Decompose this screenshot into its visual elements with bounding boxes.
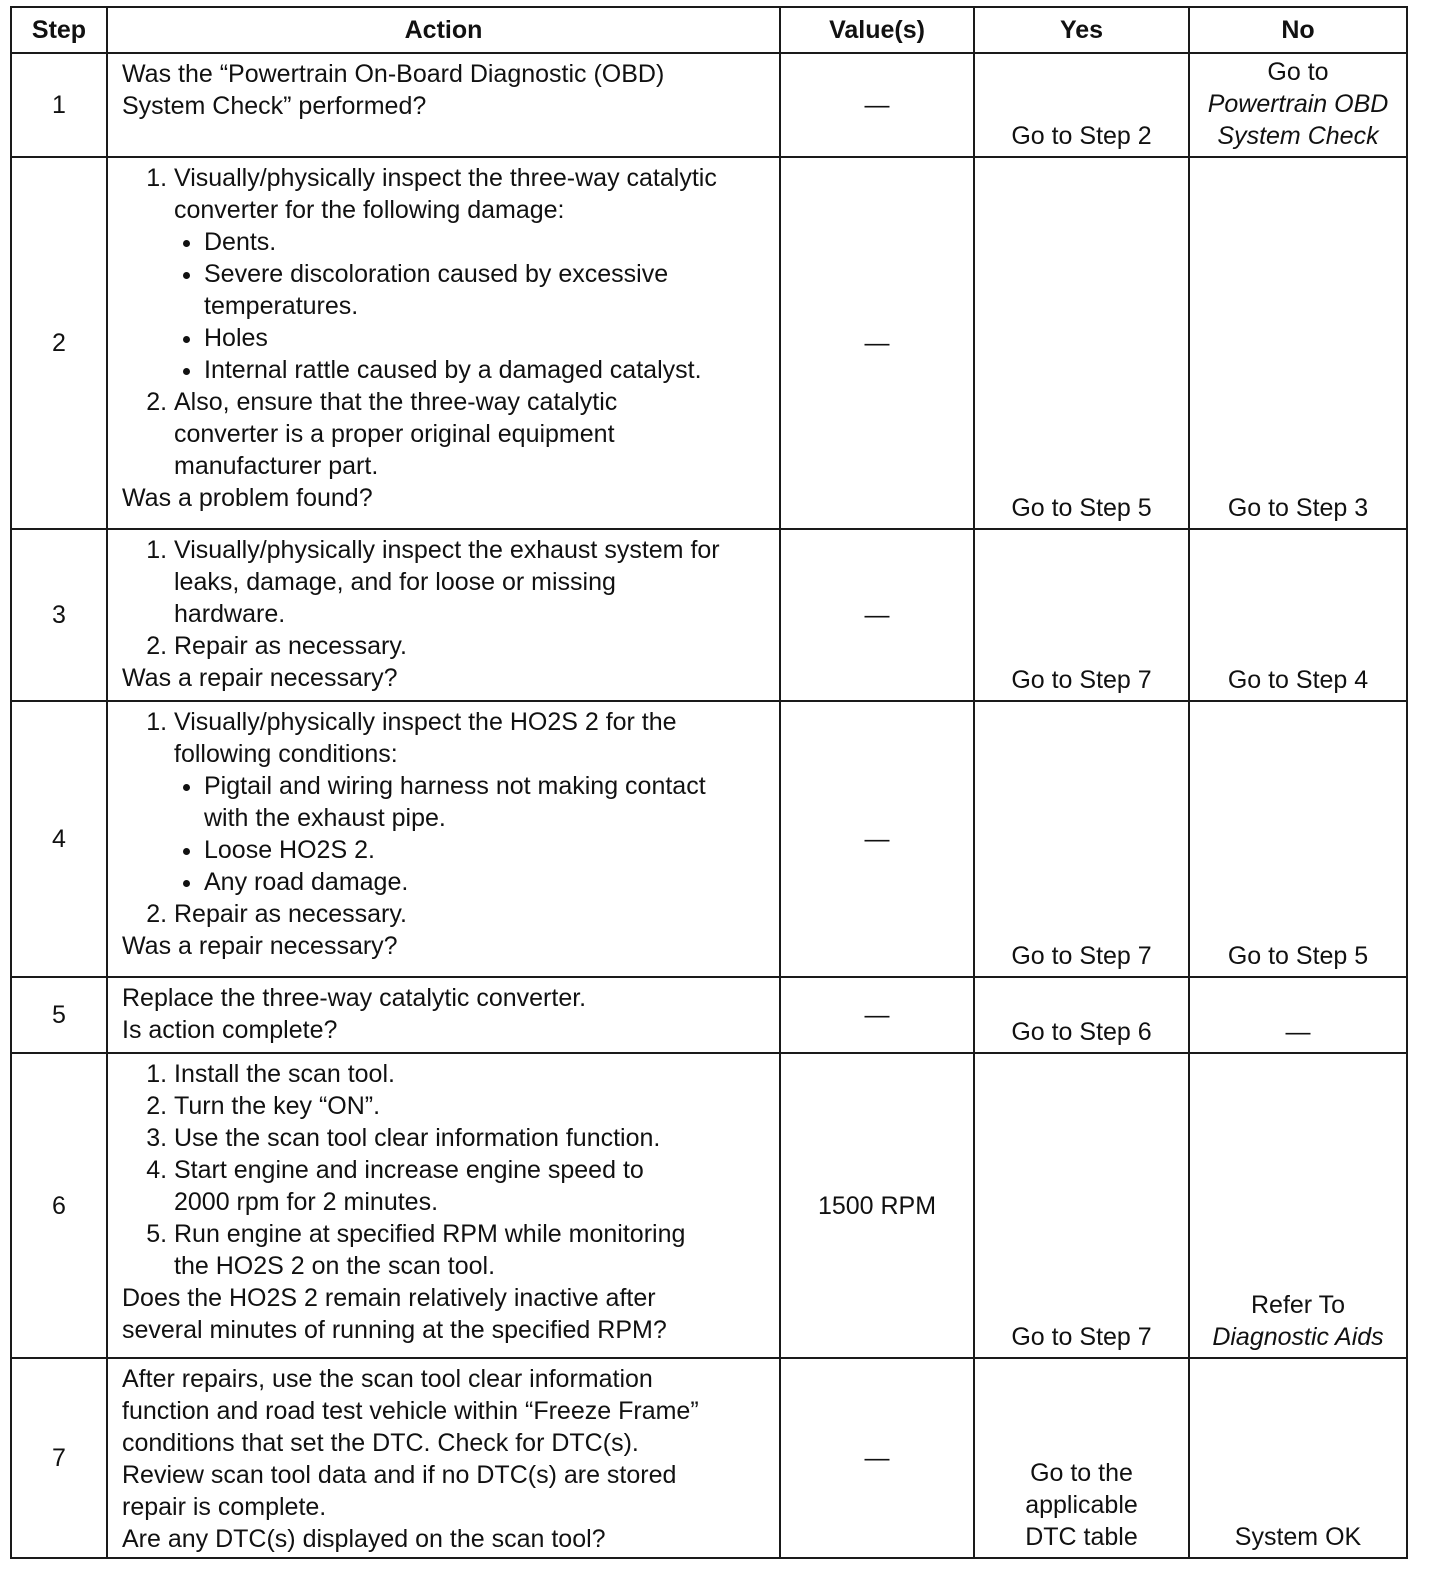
no-text: Powertrain OBD	[1207, 90, 1389, 118]
step-number: 5	[11, 977, 107, 1053]
yes-text: applicable	[1025, 1491, 1138, 1519]
action-cell	[107, 529, 780, 701]
step-number: 2	[11, 157, 107, 529]
action-steps	[122, 162, 771, 482]
table-row	[11, 529, 1407, 701]
value-cell: 1500 RPM	[780, 1053, 974, 1358]
no-cell	[1189, 53, 1407, 157]
action-text: After repairs, use the scan tool clear information	[122, 1365, 653, 1393]
no-cell: Go to Step 4	[1189, 529, 1407, 701]
step-number: 4	[11, 701, 107, 977]
action-cell	[107, 701, 780, 977]
step-number: 7	[11, 1358, 107, 1558]
action-question: Was a problem found?	[122, 484, 373, 512]
list-item: 5. Run engine at specified RPM while monitoring the HO2S 2 on the scan tool.	[174, 1218, 771, 1282]
list-item: 2. Also, ensure that the three-way catalytic converter is a proper original equipment manufacturer part.	[174, 386, 771, 482]
action-question: Is action complete?	[122, 1016, 338, 1044]
no-text: System Check	[1217, 122, 1379, 150]
list-item: 4. Start engine and increase engine speed to 2000 rpm for 2 minutes.	[174, 1154, 771, 1218]
yes-cell: Go to Step 7	[974, 1053, 1189, 1358]
list-item: • Dents.	[204, 226, 771, 258]
action-question: Are any DTC(s) displayed on the scan tool?	[122, 1525, 606, 1553]
action-text: Was the “Powertrain On-Board Diagnostic (OBD)	[122, 60, 665, 88]
list-item: • Pigtail and wiring harness not making contact with the exhaust pipe.	[204, 770, 771, 834]
list-item: 2. Turn the key “ON”.	[174, 1090, 771, 1122]
table-row	[11, 977, 1407, 1053]
list-item: • Severe discoloration caused by excessive temperatures.	[204, 258, 771, 322]
table-row	[11, 53, 1407, 157]
action-cell	[107, 1358, 780, 1558]
yes-text: Go to the	[1030, 1459, 1133, 1487]
bullet-list	[174, 770, 771, 898]
header-no: No	[1189, 7, 1407, 53]
value-cell: —	[780, 1358, 974, 1558]
action-text: function and road test vehicle within “Freeze Frame”	[122, 1397, 699, 1425]
action-question: Was a repair necessary?	[122, 932, 398, 960]
action-question: several minutes of running at the specified RPM?	[122, 1316, 667, 1344]
action-cell	[107, 157, 780, 529]
header-values: Value(s)	[780, 7, 974, 53]
no-text: Go to	[1267, 58, 1329, 86]
action-text: conditions that set the DTC. Check for DTC(s).	[122, 1429, 639, 1457]
action-cell	[107, 977, 780, 1053]
step-number: 3	[11, 529, 107, 701]
action-steps	[122, 1058, 771, 1282]
bullet-list	[174, 226, 771, 386]
list-item: 2. Repair as necessary.	[174, 630, 771, 662]
header-row	[11, 7, 1407, 53]
header-step: Step	[11, 7, 107, 53]
header-action: Action	[107, 7, 780, 53]
no-cell: System OK	[1189, 1358, 1407, 1558]
yes-cell: Go to Step 7	[974, 529, 1189, 701]
yes-text: DTC table	[1025, 1523, 1138, 1551]
value-cell: —	[780, 157, 974, 529]
action-text: System Check” performed?	[122, 92, 427, 120]
value-cell: —	[780, 529, 974, 701]
list-item: 1. Install the scan tool.	[174, 1058, 771, 1090]
list-item: 1. Visually/physically inspect the exhaust system for leaks, damage, and for loose or missing hardware.	[174, 534, 771, 630]
no-cell: Go to Step 5	[1189, 701, 1407, 977]
table-row	[11, 1053, 1407, 1358]
yes-cell	[974, 1358, 1189, 1558]
list-item: 1. Visually/physically inspect the HO2S 2 for the following conditions: • Pigtail and wiring harness not making contact with the exhaust pipe. • Loose HO2S 2. • Any road damage.	[174, 706, 771, 898]
yes-cell: Go to Step 6	[974, 977, 1189, 1053]
list-item: • Holes	[204, 322, 771, 354]
step-number: 6	[11, 1053, 107, 1358]
action-text: Replace the three-way catalytic converter.	[122, 984, 587, 1012]
action-question: Does the HO2S 2 remain relatively inactive after	[122, 1284, 656, 1312]
value-cell: —	[780, 53, 974, 157]
header-yes: Yes	[974, 7, 1189, 53]
list-item: 3. Use the scan tool clear information function.	[174, 1122, 771, 1154]
value-cell: —	[780, 701, 974, 977]
yes-cell: Go to Step 2	[974, 53, 1189, 157]
no-text: Refer To	[1250, 1291, 1346, 1319]
list-item: 1. Visually/physically inspect the three-way catalytic converter for the following damage: • Dents. • Severe discoloration caused by excessive temperatures. • Holes • Internal rattle caused by a damaged catalyst.	[174, 162, 771, 386]
action-steps	[122, 534, 771, 662]
action-steps	[122, 706, 771, 930]
diagnostic-table	[10, 6, 1408, 1559]
table-row	[11, 1358, 1407, 1558]
action-cell	[107, 1053, 780, 1358]
step-number: 1	[11, 53, 107, 157]
table-row	[11, 157, 1407, 529]
yes-cell: Go to Step 7	[974, 701, 1189, 977]
list-item: 2. Repair as necessary.	[174, 898, 771, 930]
action-question: Was a repair necessary?	[122, 664, 398, 692]
no-cell: Go to Step 3	[1189, 157, 1407, 529]
list-item: • Internal rattle caused by a damaged catalyst.	[204, 354, 771, 386]
action-cell	[107, 53, 780, 157]
no-text: Diagnostic Aids	[1212, 1323, 1384, 1351]
action-text: repair is complete.	[122, 1493, 327, 1521]
yes-cell: Go to Step 5	[974, 157, 1189, 529]
action-text: Review scan tool data and if no DTC(s) are stored	[122, 1461, 677, 1489]
no-cell	[1189, 1053, 1407, 1358]
list-item: • Loose HO2S 2.	[204, 834, 771, 866]
list-item: • Any road damage.	[204, 866, 771, 898]
table-row	[11, 701, 1407, 977]
value-cell: —	[780, 977, 974, 1053]
no-cell: —	[1189, 977, 1407, 1053]
